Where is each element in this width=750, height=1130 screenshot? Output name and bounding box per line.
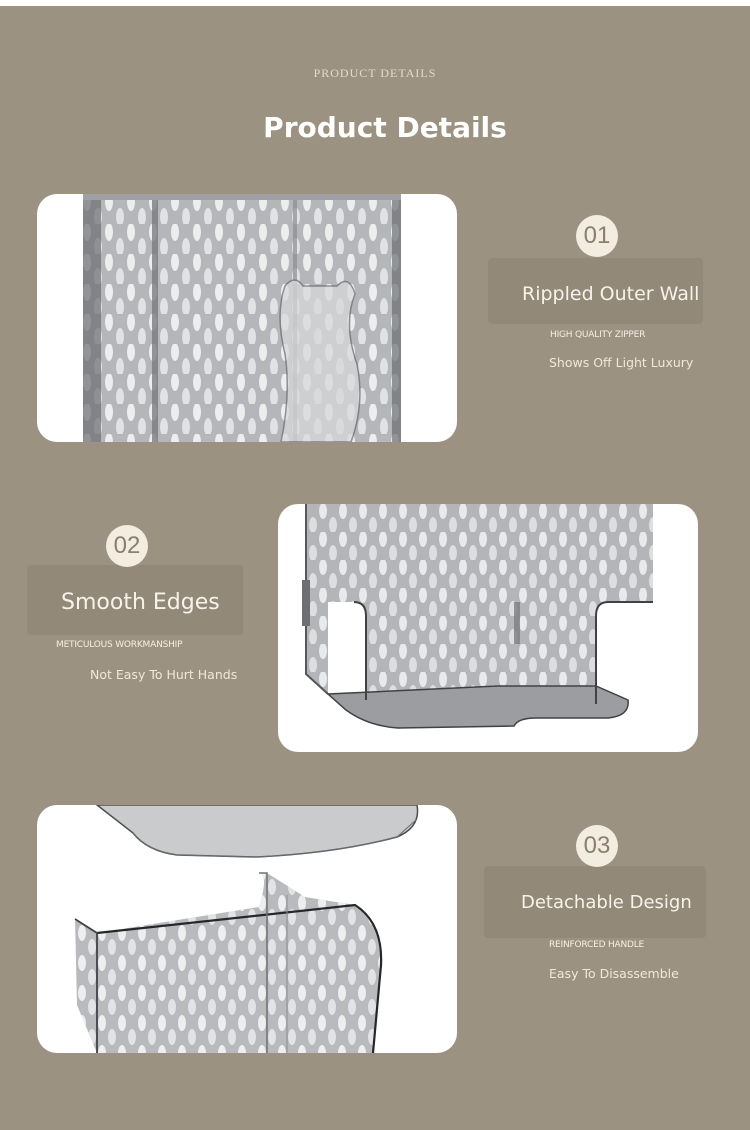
feature-description-3: Easy To Disassemble bbox=[549, 966, 679, 981]
feature-number-badge-2: 02 bbox=[106, 525, 148, 567]
feature-number-badge-1: 01 bbox=[576, 215, 618, 257]
top-border bbox=[0, 0, 750, 6]
feature-title-2: Smooth Edges bbox=[61, 590, 220, 615]
feature-title-3: Detachable Design bbox=[521, 892, 692, 913]
feature-title-1: Rippled Outer Wall bbox=[522, 283, 700, 305]
product-image-rippled-wall bbox=[37, 194, 457, 442]
feature-caption-2: METICULOUS WORKMANSHIP bbox=[56, 640, 183, 650]
feature-caption-3: REINFORCED HANDLE bbox=[549, 940, 645, 950]
product-image-smooth-edges bbox=[278, 504, 698, 752]
section-title: Product Details bbox=[263, 111, 507, 144]
feature-number-badge-3: 03 bbox=[576, 825, 618, 867]
product-image-detachable bbox=[37, 805, 457, 1053]
section-subtitle: PRODUCT DETAILS bbox=[313, 66, 437, 80]
feature-description-2: Not Easy To Hurt Hands bbox=[90, 667, 238, 682]
feature-description-1: Shows Off Light Luxury bbox=[549, 355, 694, 370]
feature-caption-1: HIGH QUALITY ZIPPER bbox=[550, 330, 646, 340]
